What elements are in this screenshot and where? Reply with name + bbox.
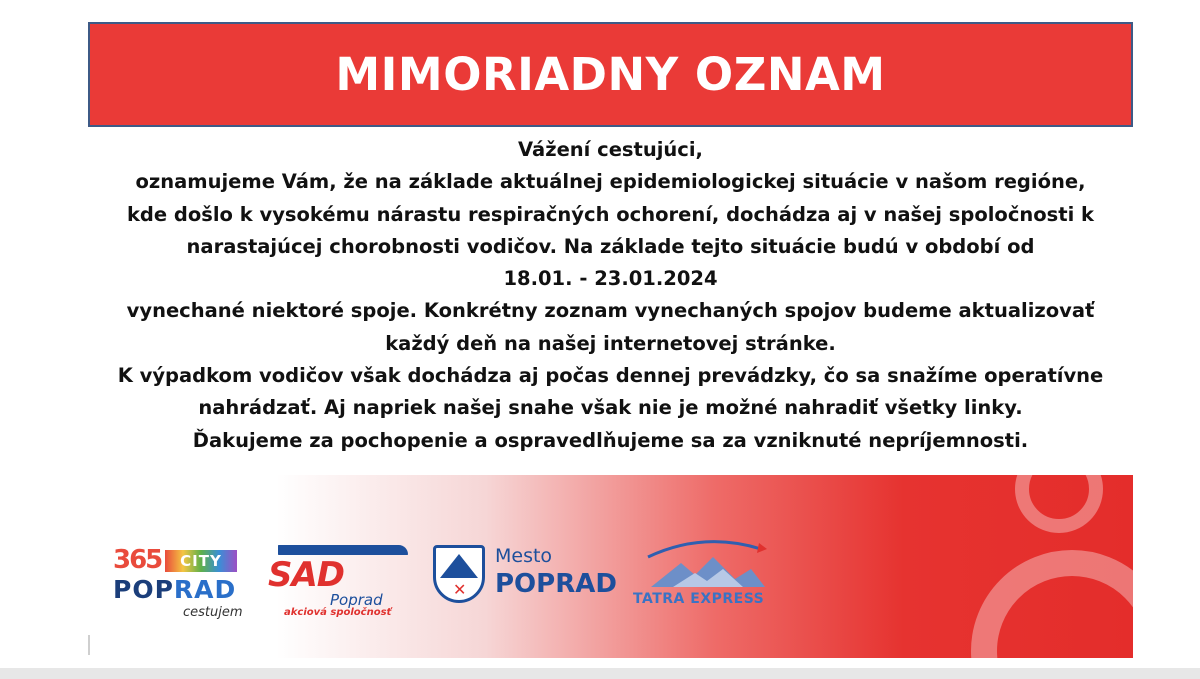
notice-line: nahrádzať. Aj napriek našej snahe však nie je možné nahradiť všetky linky. — [198, 396, 1023, 420]
decorative-ring — [1015, 475, 1103, 533]
logo-poprad-part2: RAD — [173, 575, 237, 604]
logo-poprad-wordmark — [113, 575, 236, 604]
notice-date-range: 18.01. - 23.01.2024 — [503, 267, 718, 291]
divider — [88, 635, 90, 655]
notice-line: Vážení cestujúci, — [518, 138, 703, 161]
logo-tagline: cestujem — [183, 605, 243, 620]
logo-city-label: CITY — [165, 550, 237, 572]
bottom-strip — [0, 668, 1200, 679]
crossed-arrows-icon: ✕ — [453, 580, 467, 599]
mountain-icon — [440, 554, 478, 578]
logo-poprad-part1: POP — [113, 575, 174, 604]
sad-bus-bar — [278, 545, 408, 555]
sad-wordmark: SAD — [268, 555, 345, 595]
tatra-mountains-icon — [643, 535, 768, 591]
mesto-poprad-logo — [433, 545, 628, 605]
notice-line: každý deň na našej internetovej stránke. — [385, 331, 836, 355]
notice-line: vynechané niektoré spoje. Konkrétny zoznam vynechaných spojov budeme aktualizovať — [126, 299, 1095, 323]
logo-footer — [88, 475, 1133, 658]
notice-line: narastajúcej chorobnosti vodičov. Na základe tejto situácie budú v období od — [186, 234, 1035, 258]
notice-line: K výpadkom vodičov však dochádza aj počas dennej prevádzky, čo sa snažíme operatívne — [117, 364, 1104, 388]
sad-company-type: akciová spoločnosť — [284, 607, 392, 618]
sad-town: Poprad — [330, 591, 383, 609]
notice-body — [88, 134, 1133, 457]
announcement-banner — [88, 22, 1133, 127]
mesto-label: Mesto — [495, 545, 553, 567]
notice-line: oznamujeme Vám, že na základe aktuálnej epidemiologickej situácie v našom regióne, — [135, 170, 1086, 194]
notice-closing: Ďakujeme za pochopenie a ospravedlňujeme sa za vzniknuté nepríjemnosti. — [192, 428, 1029, 452]
decorative-ring — [971, 550, 1133, 658]
logo-365-number: 365 — [113, 545, 162, 575]
notice-line: kde došlo k vysokému nárastu respiračných ochorení, dochádza aj v našej spoločnosti k — [126, 202, 1095, 226]
logo-365 — [113, 545, 161, 575]
coat-of-arms-icon — [433, 545, 485, 603]
mesto-poprad-label: POPRAD — [495, 569, 617, 599]
banner-title: MIMORIADNY OZNAM — [335, 48, 886, 101]
sad-poprad-logo — [268, 543, 408, 623]
city-poprad-logo — [113, 545, 243, 625]
tatra-express-wordmark: TATRA EXPRESS — [633, 591, 765, 607]
tatra-express-logo — [633, 535, 778, 625]
